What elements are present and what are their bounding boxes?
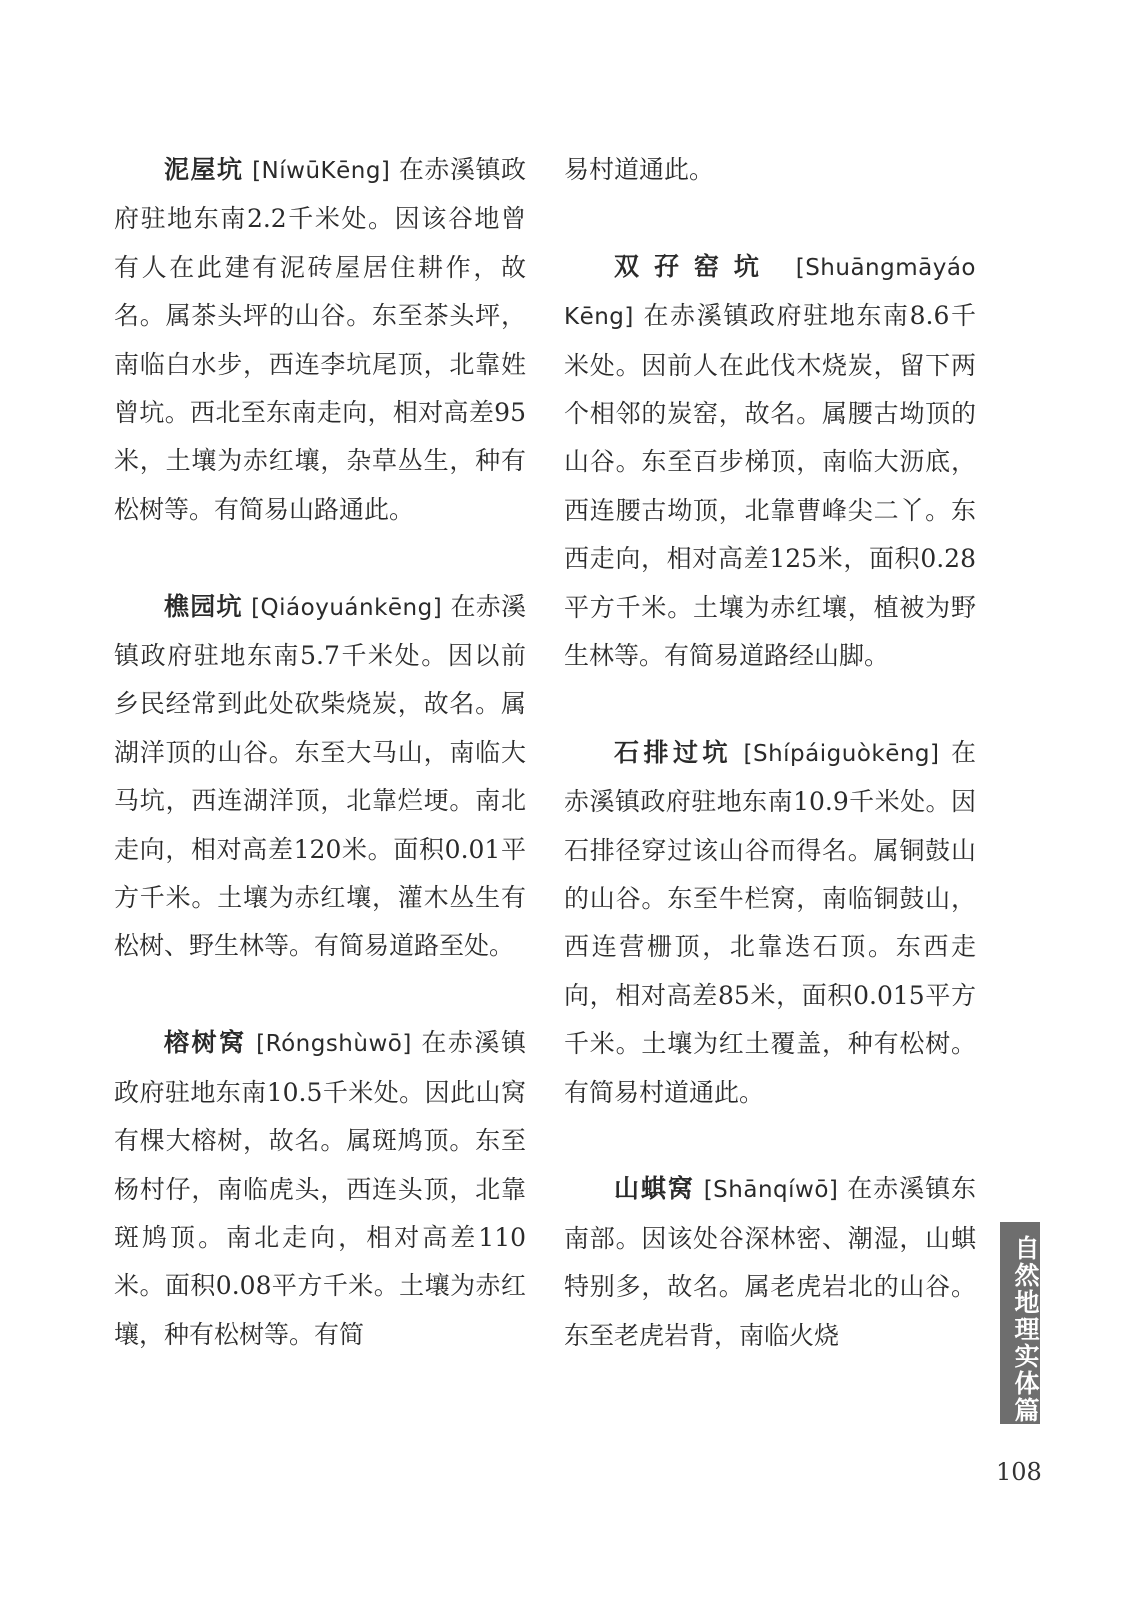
entry-niwukeng xyxy=(114,146,526,534)
entry-shanqiwo xyxy=(564,1165,976,1360)
entry-pinyin: [Shānqíwō] xyxy=(703,1177,839,1204)
entry-text: 在赤溪镇政府驻地东南5.7千米处。因以前乡民经常到此处砍柴烧炭，故名。属湖洋顶的山谷。东至大马山，南临大马坑，西连湖洋顶，北靠烂埂。南北走向，相对高差120米。面积0.01平方千米。土壤为赤红壤，灌木丛生有松树、野生林等。有简易道路至处。 xyxy=(114,591,526,961)
entry-pinyin: [Shípáiguòkēng] xyxy=(743,740,940,767)
entry-name: 双孖窑坑 xyxy=(614,251,774,281)
entry-pinyin: [Róngshùwō] xyxy=(256,1031,412,1058)
entry-continuation xyxy=(564,146,976,194)
entry-shipaiguokeng xyxy=(564,729,976,1117)
entry-text: 在赤溪镇政府驻地东南8.6千米处。因前人在此伐木烧炭，留下两个相邻的炭窑，故名。属腰古坳顶的山谷。东至百步梯顶，南临大沥底，西连腰古坳顶，北靠曹峰尖二丫。东西走向，相对高差125米，面积0.28平方千米。土壤为赤红壤，植被为野生林等。有简易道路经山脚。 xyxy=(564,301,977,671)
entry-text: 在赤溪镇东南部。因该处谷深林密、潮湿，山蜞特别多，故名。属老虎岩北的山谷。东至老虎岩背，南临火烧 xyxy=(564,1174,976,1350)
entry-qiaoyuankeng xyxy=(114,583,526,971)
entry-text: 在赤溪镇政府驻地东南10.9千米处。因石排径穿过该山谷而得名。属铜鼓山的山谷。东至牛栏窝，南临铜鼓山，西连营栅顶，北靠迭石顶。东西走向，相对高差85米，面积0.015平方千米。土壤为红土覆盖，种有松树。有简易村道通此。 xyxy=(564,737,976,1107)
page-number: 108 xyxy=(996,1458,1042,1486)
entry-name: 石排过坑 xyxy=(614,737,733,767)
entry-name: 樵园坑 xyxy=(164,591,243,621)
section-side-tab: 自然地理实体篇 xyxy=(1000,1222,1040,1424)
entry-pinyin: [Qiáoyuánkēng] xyxy=(251,594,443,621)
continuation-text: 易村道通此。 xyxy=(564,155,715,184)
entry-pinyin: [Shuāngmāyáo Kēng] xyxy=(564,254,976,331)
entry-rongshuwo xyxy=(114,1019,526,1359)
entry-name: 榕树窝 xyxy=(164,1028,247,1058)
entry-name: 山蜞窝 xyxy=(614,1174,695,1204)
entry-text: 在赤溪镇政府驻地东南10.5千米处。因此山窝有棵大榕树，故名。属斑鸠顶。东至杨村仔，南临虎头，西连头顶，北靠斑鸠顶。南北走向，相对高差110米。面积0.08平方千米。土壤为赤红壤，种有松树等。有简 xyxy=(114,1028,526,1349)
entry-pinyin: [NíwūKēng] xyxy=(252,158,391,184)
entry-text: 在赤溪镇政府驻地东南2.2千米处。因该谷地曾有人在此建有泥砖屋居住耕作，故名。属茶头坪的山谷。东至茶头坪，南临白水步，西连李坑尾顶，北靠姓曾坑。西北至东南走向，相对高差95米，土壤为赤红壤，杂草丛生，种有松树等。有简易山路通此。 xyxy=(114,155,526,524)
right-column xyxy=(564,146,976,1409)
entry-name: 泥屋坑 xyxy=(164,155,244,184)
left-column xyxy=(114,146,526,1408)
entry-shuangmayaokeng xyxy=(564,243,976,681)
